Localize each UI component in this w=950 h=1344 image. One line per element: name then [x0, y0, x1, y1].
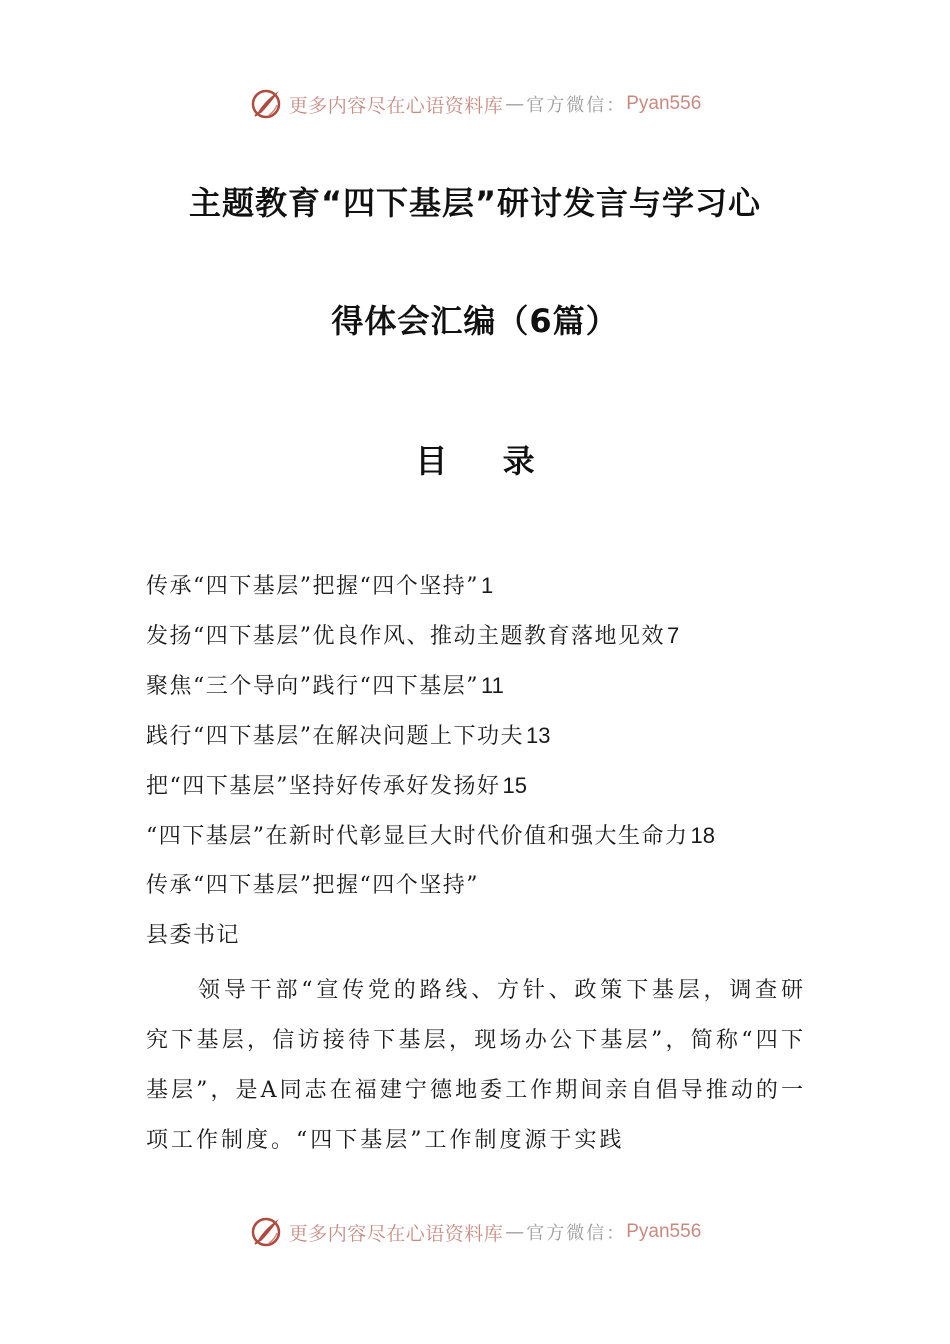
toc-item-page: 15: [502, 773, 527, 798]
quill-logo-icon: [249, 1215, 283, 1249]
watermark-wechat-id: Pyan556: [626, 93, 702, 114]
watermark-wechat-id: Pyan556: [626, 1221, 702, 1242]
watermark-footer: [0, 1212, 950, 1252]
watermark-dash: —: [505, 93, 525, 115]
watermark-text: 更多内容尽在心语资料库: [288, 94, 504, 117]
toc-item[interactable]: [146, 818, 826, 868]
toc-item-title: 聚焦“三个导向”践行“四下基层”: [146, 674, 479, 699]
toc-item-page: 18: [690, 823, 715, 848]
watermark-text: 更多内容尽在心语资料库: [288, 1222, 504, 1245]
article-title: 传承“四下基层”把握“四个坚持”: [146, 873, 479, 898]
quill-logo-icon: [249, 87, 283, 121]
toc-item-title: 把“四下基层”坚持好传承好发扬好: [146, 774, 501, 799]
toc-item-page: 11: [481, 673, 504, 698]
toc-heading: 目 录: [415, 442, 557, 480]
toc-item-page: 13: [526, 723, 551, 748]
toc-item-title: 传承“四下基层”把握“四个坚持”: [146, 574, 479, 599]
toc-item-title: 践行“四下基层”在解决问题上下功夫: [146, 724, 524, 749]
watermark-header: [0, 84, 950, 124]
toc-item[interactable]: [146, 718, 826, 768]
toc-item[interactable]: [146, 668, 826, 718]
watermark-dash: —: [505, 1221, 525, 1243]
document-title-line-2: 得体会汇编（6篇）: [331, 302, 619, 340]
toc-item-page: 1: [481, 573, 494, 598]
toc-item-page: 7: [667, 623, 680, 648]
document-title-line-1: 主题教育“四下基层”研讨发言与学习心: [188, 184, 762, 222]
table-of-contents: [146, 568, 826, 868]
article-paragraph: 领导干部“宣传党的路线、方针、政策下基层，调查研究下基层，信访接待下基层，现场办公下基层”，简称“四下基层”，是A同志在福建宁德地委工作期间亲自倡导推动的一项工作制度。“四下基层”工作制度源于实践: [146, 978, 806, 1153]
article-author: 县委书记: [146, 923, 241, 948]
watermark-label: 官方微信：: [526, 1223, 627, 1244]
toc-item-title: “四下基层”在新时代彰显巨大时代价值和强大生命力: [146, 824, 689, 849]
toc-item[interactable]: [146, 768, 826, 818]
toc-item-title: 发扬“四下基层”优良作风、推动主题教育落地见效: [146, 624, 665, 649]
watermark-label: 官方微信：: [526, 95, 627, 116]
toc-item[interactable]: [146, 618, 826, 668]
toc-item[interactable]: [146, 568, 826, 618]
